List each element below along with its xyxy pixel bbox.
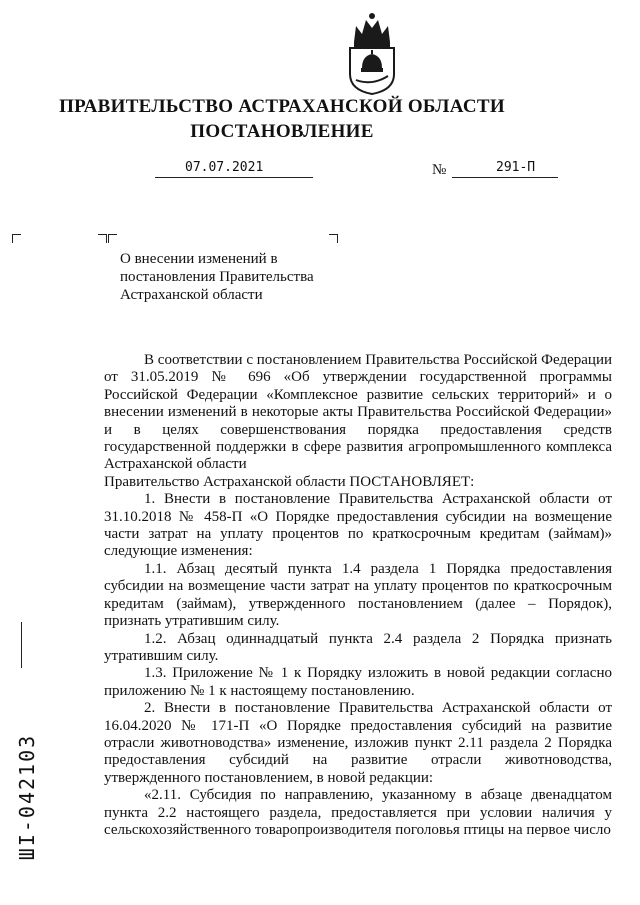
- paragraph: 1. Внести в постановление Правительства Астраханской области от 31.10.2018 № 458-П «О Порядке предоставления субсидии на возмещение части затрат на уплату процентов по краткосрочным кредитам (займам)» следующие изменения:: [104, 491, 612, 560]
- serial-number: [16, 722, 38, 872]
- serial-text: ШI-042103: [15, 733, 39, 861]
- document-type: ПОСТАНОВЛЕНИЕ: [190, 121, 374, 142]
- corner-mark: [329, 234, 338, 243]
- corner-mark: [12, 234, 21, 243]
- corner-mark: [98, 234, 107, 243]
- document-date: 07.07.2021: [185, 160, 264, 175]
- document-number: 291-П: [496, 160, 536, 175]
- paragraph: В соответствии с постановлением Правительства Российской Федерации от 31.05.2019 № 696 «Об утверждении государственной программы Российской Федерации «Комплексное развитие сельских территорий» и о внесении изменений в некоторые акты Правительства Российской Федерации» и в целях совершенствования порядка предоставления средств государственной поддержки в сфере развития агропромышленного комплекса Астраханской области: [104, 352, 612, 473]
- coat-of-arms-icon: [342, 12, 402, 96]
- document-body: [104, 352, 612, 839]
- paragraph: 1.3. Приложение № 1 к Порядку изложить в новой редакции согласно приложению № 1 к настоящему постановлению.: [104, 665, 612, 699]
- margin-line: [21, 622, 22, 668]
- corner-mark: [108, 234, 117, 243]
- date-underline: [155, 177, 313, 178]
- paragraph: 2. Внести в постановление Правительства Астраханской области от 16.04.2020 № 171-П «О Порядке предоставления субсидий на развитие отрасли животноводства» изменение, изложив пункт 2.11 раздела 2 Порядка предоставления субсидий на развитие отрасли животноводства, утвержденного постановлением, в новой редакции:: [104, 700, 612, 786]
- paragraph: 1.1. Абзац десятый пункта 1.4 раздела 1 Порядка предоставления субсидии на возмещение части затрат на уплату процентов по краткосрочным кредитам (займам), утвержденного постановлением (далее – Порядок), признать утратившим силу.: [104, 560, 612, 630]
- document-subject: О внесении изменений в постановления Правительства Астраханской области: [120, 251, 314, 303]
- paragraph: «2.11. Субсидия по направлению, указанному в абзаце двенадцатом пункта 2.2 настоящего раздела, предоставляется при условии наличия у сельскохозяйственного товаропроизводителя поголовья птицы на первое число: [104, 787, 612, 838]
- number-underline: [452, 177, 558, 178]
- paragraph: 1.2. Абзац одиннадцатый пункта 2.4 раздела 2 Порядка признать утратившим силу.: [104, 630, 612, 664]
- paragraph: Правительство Астраханской области ПОСТАНОВЛЯЕТ:: [104, 473, 475, 490]
- government-title: ПРАВИТЕЛЬСТВО АСТРАХАНСКОЙ ОБЛАСТИ: [59, 96, 505, 117]
- number-label: №: [432, 162, 447, 178]
